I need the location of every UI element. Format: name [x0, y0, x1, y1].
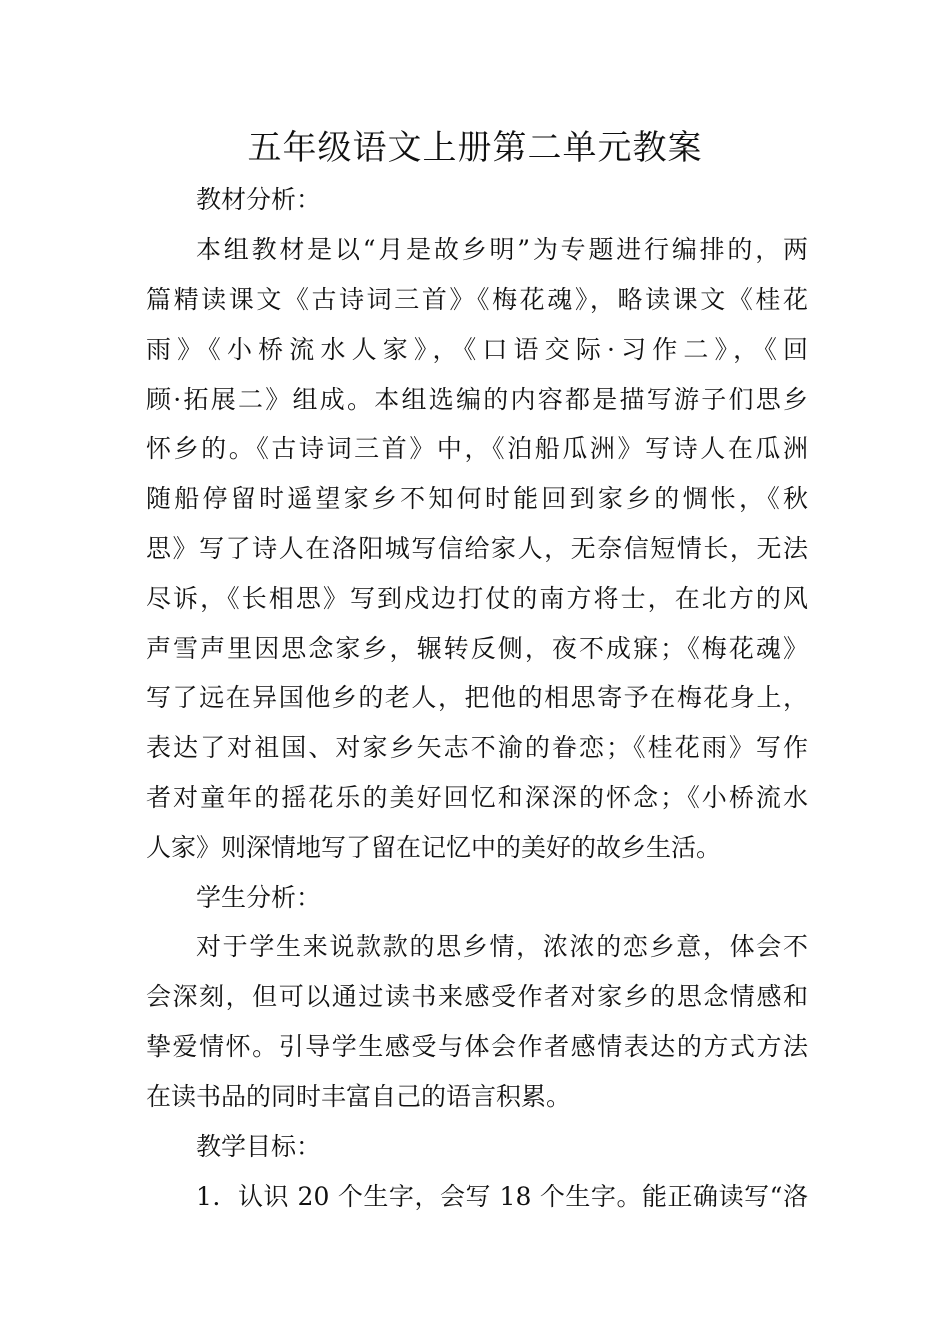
paragraph-line: 顾·拓展二》组成。本组选编的内容都是描写游子们思乡 [146, 385, 808, 414]
paragraph-line: 思》写了诗人在洛阳城写信给家人，无奈信短情长，无法 [146, 534, 808, 563]
paragraph-line: 篇精读课文《古诗词三首》《梅花魂》，略读课文《桂花 [146, 285, 808, 314]
section-heading-material: 教材分析： [196, 185, 322, 214]
paragraph-line: 者对童年的摇花乐的美好回忆和深深的怀念；《小桥流水 [146, 783, 808, 812]
section-heading-students: 学生分析： [196, 883, 322, 912]
paragraph-line: 随船停留时遥望家乡不知何时能回到家乡的惆怅，《秋 [146, 484, 808, 513]
paragraph-line: 声雪声里因思念家乡，辗转反侧，夜不成寐；《梅花魂》 [146, 634, 808, 663]
paragraph-line: 人家》则深情地写了留在记忆中的美好的故乡生活。 [146, 833, 722, 862]
paragraph-line: 尽诉，《长相思》写到戍边打仗的南方将士，在北方的风 [146, 584, 808, 613]
paragraph-line: 写了远在异国他乡的老人，把他的相思寄予在梅花身上， [146, 683, 808, 712]
section-heading-goals: 教学目标： [196, 1132, 322, 1161]
paragraph-line: 表达了对祖国、对家乡矢志不渝的眷恋；《桂花雨》写作 [146, 733, 808, 762]
paragraph-line: 1．认识 20 个生字，会写 18 个生字。能正确读写“洛 [196, 1182, 808, 1211]
paragraph-line: 怀乡的。《古诗词三首》中，《泊船瓜洲》写诗人在瓜洲 [146, 434, 808, 463]
document-title: 五年级语文上册第二单元教案 [247, 128, 703, 168]
paragraph-line: 雨》《小桥流水人家》，《口语交际·习作二》，《回 [146, 335, 808, 364]
paragraph-line: 在读书品的同时丰富自己的语言积累。 [146, 1082, 572, 1111]
paragraph-line: 会深刻，但可以通过读书来感受作者对家乡的思念情感和 [146, 982, 808, 1011]
paragraph-line: 挚爱情怀。引导学生感受与体会作者感情表达的方式方法 [146, 1032, 808, 1061]
paragraph-line: 对于学生来说款款的思乡情，浓浓的恋乡意，体会不 [196, 932, 808, 961]
paragraph-line: 本组教材是以“月是故乡明”为专题进行编排的，两 [196, 235, 808, 264]
